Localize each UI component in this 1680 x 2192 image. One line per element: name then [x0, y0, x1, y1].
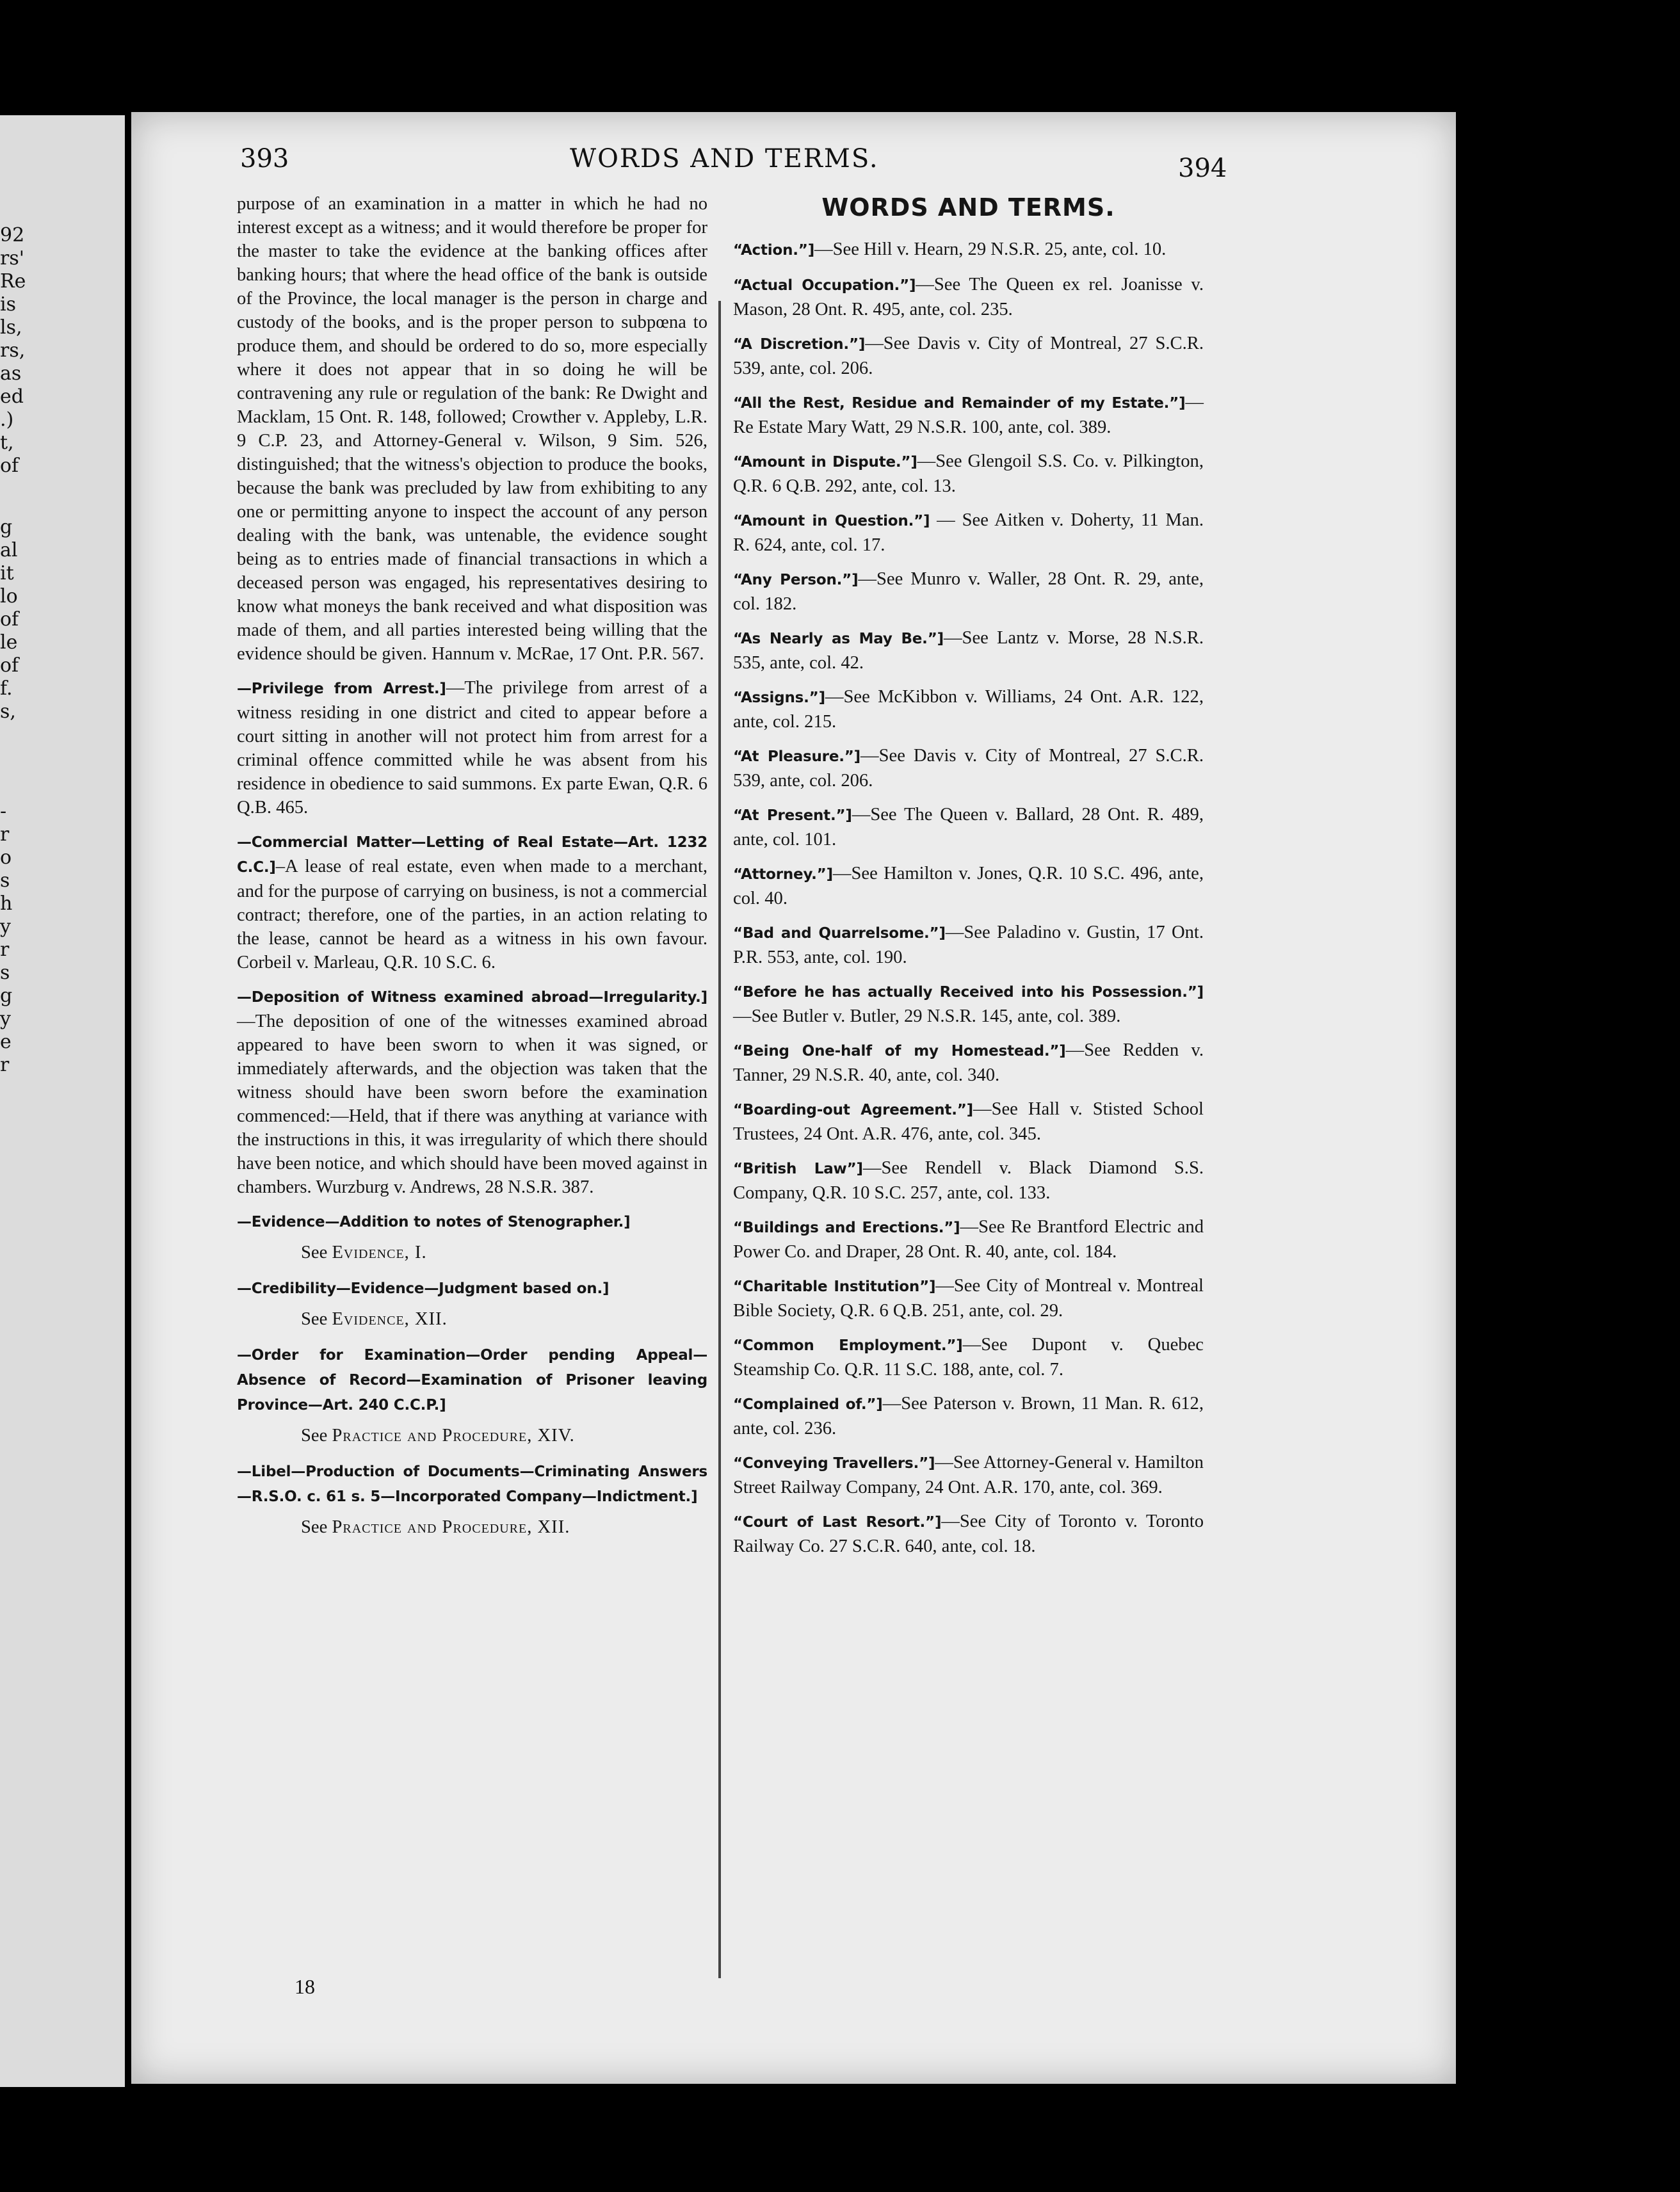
entry-heading: “Court of Last Resort.”]: [733, 1514, 942, 1531]
index-entry: [733, 1392, 1204, 1440]
entry-heading: “Before he has actually Received into his Possession.”]: [733, 984, 1204, 1001]
prev-page-fragment: of: [0, 654, 19, 677]
index-entry: [733, 1156, 1204, 1205]
entry-heading: “British Law”]: [733, 1161, 863, 1177]
prev-page-fragment: s: [0, 962, 10, 984]
entry-text: —See Hamilton v. Jones, Q.R. 10 S.C. 496, ante, col. 40.: [733, 864, 1204, 908]
index-entry: [237, 1276, 707, 1301]
cross-reference: [237, 1515, 707, 1539]
index-entry: [733, 238, 1204, 262]
entry-heading: —Libel—Production of Documents—Criminating Answers—R.S.O. c. 61 s. 5—Incorporated Company—Indictment.]: [237, 1463, 707, 1505]
prev-page-fragment: it: [0, 562, 14, 584]
prev-page-fragment: o: [0, 846, 12, 869]
entry-heading: “Bad and Quarrelsome.”]: [733, 925, 946, 942]
entry-text: —See Paterson v. Brown, 11 Man. R. 612, ante, col. 236.: [733, 1394, 1204, 1438]
entry-heading: “All the Rest, Residue and Remainder of my Estate.”]: [733, 395, 1186, 412]
entry-text: —See Redden v. Tanner, 29 N.S.R. 40, ante, col. 340.: [733, 1040, 1204, 1085]
entry-heading: “Charitable Institution”]: [733, 1278, 936, 1295]
index-entry: [733, 1510, 1204, 1558]
index-entry: [733, 1215, 1204, 1264]
prev-page-fragment: 92: [0, 224, 25, 246]
scan-border: [1456, 0, 1680, 2192]
prev-page-fragment: s,: [0, 700, 16, 723]
prev-page-fragment: rs': [0, 247, 24, 270]
prev-page-fragment: Re: [0, 270, 26, 293]
index-entry: [733, 979, 1204, 1028]
right-page-number: 394: [1178, 154, 1227, 183]
entry-text: –A lease of real estate, even when made to a merchant, and for the purpose of carrying on business, is not a commercial contract; therefore, one of the parties, in an action relating to the lease, cannot be heard as a witness in his own favour. Corbeil v. Marleau, Q.R. 10 S.C. 6.: [237, 857, 707, 972]
entry-heading: —Privilege from Arrest.]: [237, 681, 446, 697]
entry-text: —See Glengoil S.S. Co. v. Pilkington, Q.R. 6 Q.B. 292, ante, col. 13.: [733, 451, 1204, 496]
see-reference: Practice and Procedure, XII.: [332, 1517, 570, 1537]
prev-page-fragment: g: [0, 516, 13, 538]
prev-page-fragment: t,: [0, 431, 14, 454]
prev-page-fragment: y: [0, 1008, 11, 1030]
see-prefix: See: [301, 1309, 328, 1329]
index-entry: [237, 830, 707, 974]
prev-page-fragment: rs,: [0, 339, 26, 362]
entry-heading: “As Nearly as May Be.”]: [733, 631, 944, 647]
entry-heading: “Conveying Travellers.”]: [733, 1455, 935, 1472]
entry-heading: “Amount in Dispute.”]: [733, 454, 917, 471]
entry-text: —See McKibbon v. Williams, 24 Ont. A.R. 122, ante, col. 215.: [733, 687, 1204, 732]
entry-heading: “A Discretion.”]: [733, 336, 866, 353]
see-prefix: See: [301, 1243, 328, 1262]
previous-page-edge: [0, 115, 125, 2087]
cross-reference: [237, 1241, 707, 1264]
entry-heading: “Common Employment.”]: [733, 1337, 963, 1354]
prev-page-fragment: g: [0, 985, 13, 1007]
entry-heading: —Credibility—Evidence—Judgment based on.]: [237, 1280, 610, 1297]
entry-heading: —Evidence—Addition to notes of Stenographer.]: [237, 1214, 631, 1230]
prev-page-fragment: al: [0, 539, 18, 561]
entry-text: —The privilege from arrest of a witness residing in one district and cited to appear before a court sitting in another will not protect him from arrest for a criminal offence committed while he was absent from his residence in obedience to said summons. Ex parte Ewan, Q.R. 6 Q.B. 465.: [237, 678, 707, 818]
index-entry: [733, 273, 1204, 321]
index-entry: [733, 744, 1204, 793]
entry-heading: “Any Person.”]: [733, 572, 859, 588]
left-column: [237, 192, 707, 1551]
entry-text: —See The Queen v. Ballard, 28 Ont. R. 489, ante, col. 101.: [733, 805, 1204, 850]
see-prefix: See: [301, 1426, 328, 1446]
entry-heading: —Deposition of Witness examined abroad—Irregularity.]: [237, 989, 707, 1006]
entry-text: —See Hill v. Hearn, 29 N.S.R. 25, ante, col. 10.: [814, 239, 1167, 259]
index-entry: [733, 449, 1204, 498]
entry-heading: “Boarding-out Agreement.”]: [733, 1102, 973, 1118]
prev-page-fragment: ed: [0, 385, 24, 408]
entry-text: —See Re Brantford Electric and Power Co. and Draper, 28 Ont. R. 40, ante, col. 184.: [733, 1217, 1204, 1262]
index-entry: [237, 1342, 707, 1417]
entry-heading: “Complained of.”]: [733, 1396, 883, 1413]
entry-heading: “Buildings and Erections.”]: [733, 1220, 960, 1236]
entry-heading: “Attorney.”]: [733, 866, 833, 883]
entry-text: —See Paladino v. Gustin, 17 Ont. P.R. 553, ante, col. 190.: [733, 923, 1204, 967]
index-entry: [733, 1451, 1204, 1499]
prev-page-fragment: lo: [0, 585, 18, 608]
entry-text: —See Munro v. Waller, 28 Ont. R. 29, ante, col. 182.: [733, 569, 1204, 614]
entry-heading: “Action.”]: [733, 242, 815, 259]
prev-page-fragment: of: [0, 455, 19, 477]
entry-heading: “Amount in Question.”]: [733, 513, 930, 529]
prev-page-fragment: of: [0, 608, 19, 631]
index-entry: [733, 921, 1204, 969]
prev-page-fragment: is: [0, 293, 16, 316]
prev-page-fragment: y: [0, 915, 11, 938]
prev-page-fragment: .): [0, 408, 14, 431]
entry-text: —See City of Toronto v. Toronto Railway Co. 27 S.C.R. 640, ante, col. 18.: [733, 1511, 1204, 1556]
prev-page-fragment: r: [0, 1054, 10, 1076]
prev-page-fragment: r: [0, 939, 10, 961]
entry-text: —Re Estate Mary Watt, 29 N.S.R. 100, ante, col. 389.: [733, 392, 1204, 437]
entry-text: —See Hall v. Stisted School Trustees, 24 Ont. A.R. 476, ante, col. 345.: [733, 1099, 1204, 1144]
column-divider: [718, 301, 721, 1978]
index-entry: [733, 332, 1204, 380]
prev-page-fragment: s: [0, 869, 10, 892]
entry-heading: “Assigns.”]: [733, 689, 825, 706]
entry-text: — See Aitken v. Doherty, 11 Man. R. 624, ante, col. 17.: [733, 510, 1204, 555]
entry-heading: “At Present.”]: [733, 807, 852, 824]
prev-page-fragment: le: [0, 631, 18, 654]
entry-heading: —Order for Examination—Order pending Appeal—Absence of Record—Examination of Prisoner leaving Province—Art. 240 C.C.P.]: [237, 1347, 707, 1414]
index-entry: [733, 685, 1204, 734]
index-entry: [733, 626, 1204, 675]
continued-paragraph: purpose of an examination in a matter in which he had no interest except as a witness; and it would therefore be proper for the master to take the evidence at the banking offices after banking hours; that where the head office of the bank is outside of the Province, the local manager is the person in charge and custody of the books, and is the proper person to subpœna to produce them, and should be ordered to do so, more especially where it does not appear that in so doing he will be contravening any rule or regulation of the bank: Re Dwight and Macklam, 15 Ont. R. 148, followed; Crowther v. Appleby, L.R. 9 C.P. 23, and Attorney-General v. Wilson, 9 Sim. 526, distinguished; that the witness's objection to produce the books, because the bank was precluded by law from exhibiting to any one or permitting anyone to inspect the account of any person dealing with the bank, was untenable, the evidence sought being as to entries made of financial transactions in which a deceased person was engaged, his representatives desiring to know what moneys the bank received and what disposition was made of them, and all parties interested being willing that the evidence should be given. Hannum v. McRae, 17 Ont. P.R. 567.: [237, 194, 707, 664]
entry-heading: “At Pleasure.”]: [733, 748, 860, 765]
section-heading: WORDS AND TERMS.: [821, 193, 1115, 222]
prev-page-fragment: as: [0, 362, 22, 385]
signature-mark: 18: [295, 1975, 315, 1998]
entry-text: —See Davis v. City of Montreal, 27 S.C.R. 539, ante, col. 206.: [733, 334, 1204, 378]
entry-text: —See The Queen ex rel. Joanisse v. Mason, 28 Ont. R. 495, ante, col. 235.: [733, 275, 1204, 319]
right-column: [733, 192, 1204, 1568]
see-reference: Evidence, XII.: [332, 1309, 448, 1329]
prev-page-fragment: ls,: [0, 316, 22, 339]
prev-page-fragment: -: [0, 800, 7, 823]
entry-heading: “Actual Occupation.”]: [733, 277, 916, 294]
index-entry: [237, 1459, 707, 1509]
index-entry: [733, 803, 1204, 851]
running-title: WORDS AND TERMS.: [570, 144, 879, 173]
index-entry: [237, 676, 707, 819]
entry-text: —See Davis v. City of Montreal, 27 S.C.R. 539, ante, col. 206.: [733, 746, 1204, 791]
index-entry: [237, 1209, 707, 1234]
entry-text: —See Rendell v. Black Diamond S.S. Company, Q.R. 10 S.C. 257, ante, col. 133.: [733, 1158, 1204, 1203]
entry-text: —The deposition of one of the witnesses examined abroad appeared to have been sworn to when it was signed, or immediately afterwards, and the objection was taken that the witness should have been sworn before the examination commenced:—Held, that if there was anything at variance with the instructions in this, it was irregularity of which there should have been notice, and which should have been moved against in chambers. Wurzburg v. Andrews, 28 N.S.R. 387.: [237, 1011, 707, 1197]
index-entry: [733, 862, 1204, 910]
see-reference: Evidence, I.: [332, 1243, 427, 1262]
prev-page-fragment: h: [0, 892, 13, 915]
index-entry: [733, 567, 1204, 616]
see-prefix: See: [301, 1517, 328, 1537]
index-entry: [237, 985, 707, 1199]
see-reference: Practice and Procedure, XIV.: [332, 1426, 575, 1446]
cross-reference: [237, 1307, 707, 1331]
entry-text: —See Lantz v. Morse, 28 N.S.R. 535, ante, col. 42.: [733, 628, 1204, 673]
index-entry: [733, 391, 1204, 439]
prev-page-fragment: r: [0, 823, 10, 846]
entry-text: —See Attorney-General v. Hamilton Street Railway Company, 24 Ont. A.R. 170, ante, col. 369.: [733, 1453, 1204, 1497]
entry-text: —See City of Montreal v. Montreal Bible Society, Q.R. 6 Q.B. 251, ante, col. 29.: [733, 1276, 1204, 1321]
prev-page-fragment: e: [0, 1031, 12, 1053]
index-entry: [733, 508, 1204, 557]
index-entry: [733, 1097, 1204, 1146]
left-page-number: 393: [240, 144, 289, 173]
entry-text: —See Dupont v. Quebec Steamship Co. Q.R. 11 S.C. 188, ante, col. 7.: [733, 1335, 1204, 1380]
index-entry: [733, 1333, 1204, 1382]
entry-heading: “Being One-half of my Homestead.”]: [733, 1043, 1066, 1060]
prev-page-fragment: f.: [0, 677, 13, 700]
entry-heading: —Commercial Matter—Letting of Real Estate—Art. 1232 C.C.]: [237, 834, 707, 876]
index-entry: [733, 1274, 1204, 1323]
cross-reference: [237, 1424, 707, 1447]
entry-text: —See Butler v. Butler, 29 N.S.R. 145, ante, col. 389.: [733, 1006, 1121, 1026]
index-entry: [733, 1038, 1204, 1087]
